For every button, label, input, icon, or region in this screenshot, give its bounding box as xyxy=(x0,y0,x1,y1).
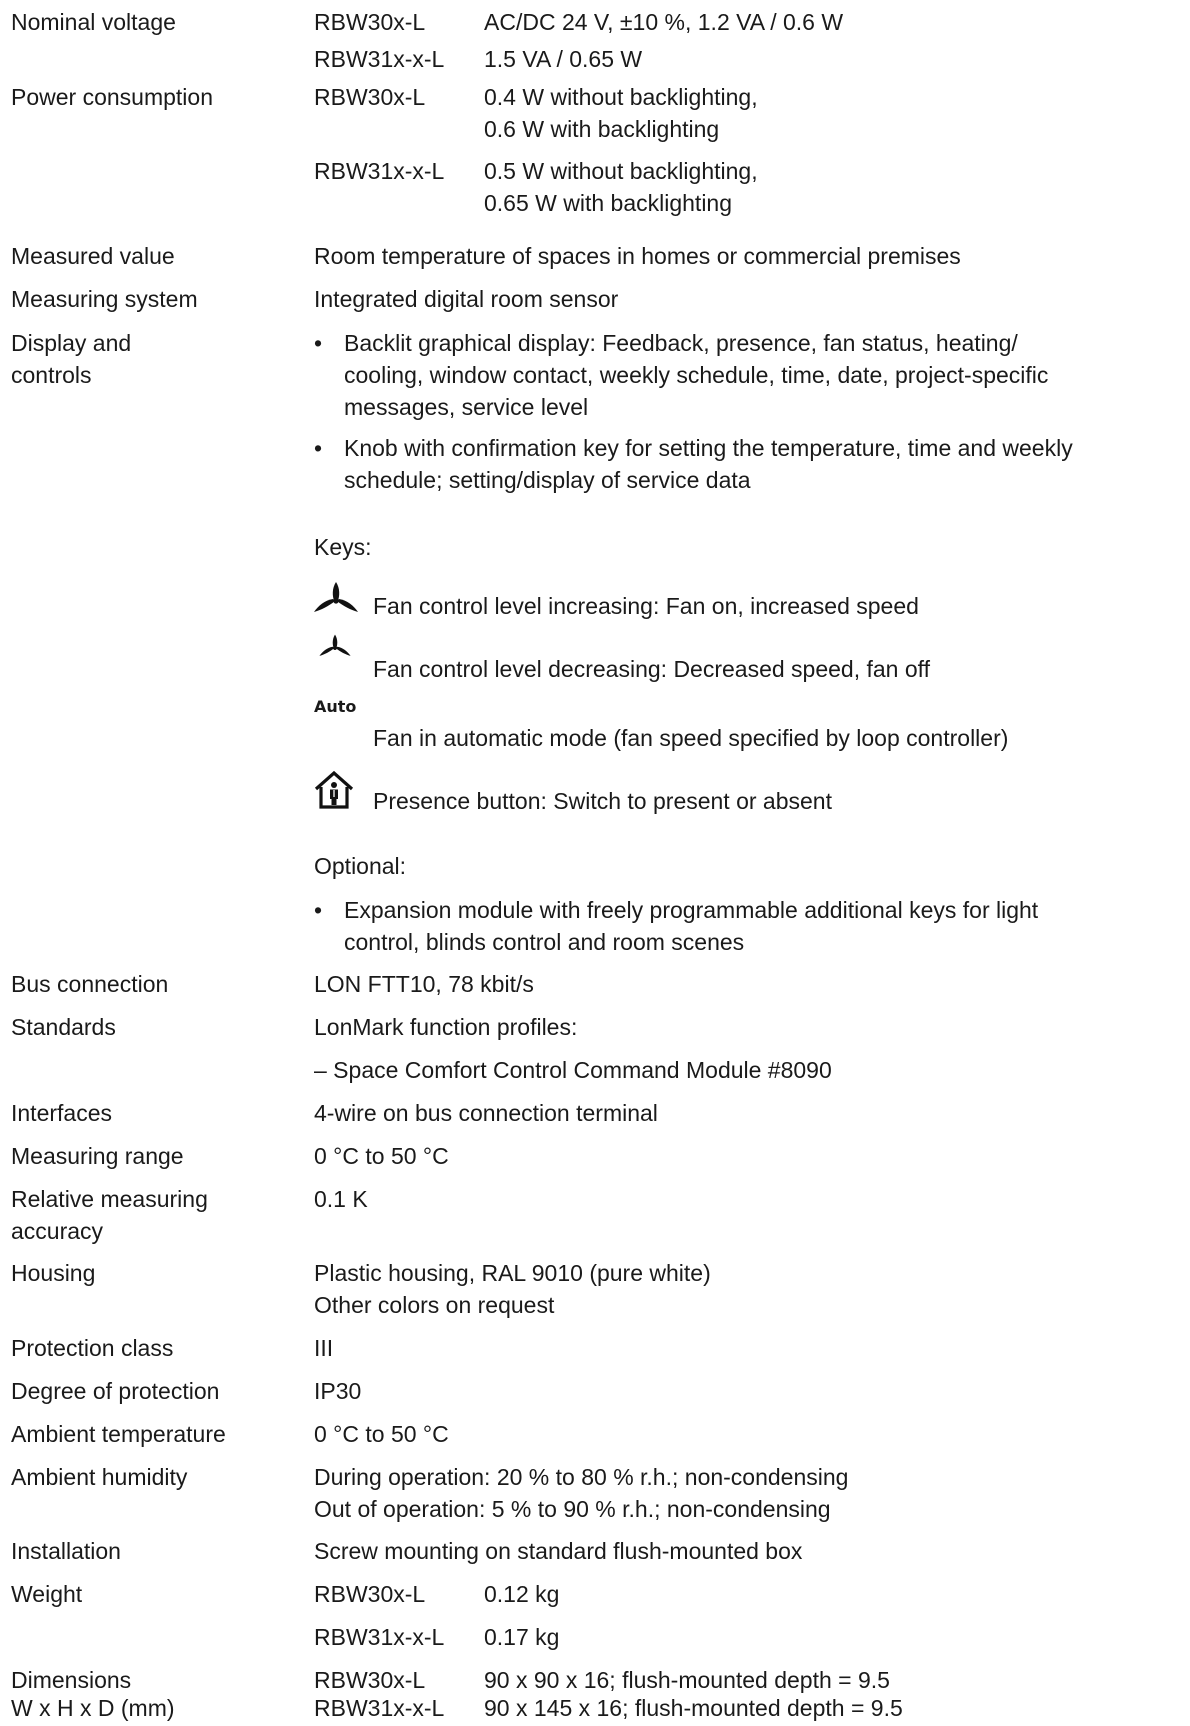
fan-small-icon xyxy=(318,631,352,661)
model-value: AC/DC 24 V, ±10 %, 1.2 VA / 0.6 W xyxy=(484,9,844,35)
spec-label: Degree of protection xyxy=(11,1378,220,1404)
spec-label: Protection class xyxy=(11,1335,174,1361)
spec-value-line: Other colors on request xyxy=(314,1292,555,1318)
spec-value: Room temperature of spaces in homes or commercial premises xyxy=(314,243,961,269)
key-description: Fan control level decreasing: Decreased speed, fan off xyxy=(373,656,931,682)
spec-label xyxy=(11,327,301,391)
spec-value: 0 °C to 50 °C xyxy=(314,1421,449,1447)
model-name: RBW30x-L xyxy=(314,84,426,110)
model-name: RBW31x-x-L xyxy=(314,158,445,184)
model-name: RBW30x-L xyxy=(314,1667,426,1693)
spec-label: Ambient humidity xyxy=(11,1464,188,1490)
spec-label xyxy=(11,1183,301,1247)
spec-value: 0 °C to 50 °C xyxy=(314,1143,449,1169)
model-value xyxy=(484,155,1184,219)
spec-label-line: Relative measuring xyxy=(11,1186,208,1212)
spec-label: Interfaces xyxy=(11,1100,112,1126)
spec-label: Bus connection xyxy=(11,971,169,997)
model-name: RBW30x-L xyxy=(314,9,426,35)
spec-value: 0.1 K xyxy=(314,1186,368,1212)
spec-label: Measuring range xyxy=(11,1143,184,1169)
model-value: 0.12 kg xyxy=(484,1581,560,1607)
bullet-line: schedule; setting/display of service data xyxy=(344,467,751,493)
spec-value xyxy=(314,1461,1184,1525)
spec-value: 4-wire on bus connection terminal xyxy=(314,1100,658,1126)
model-name: RBW31x-x-L xyxy=(314,1624,445,1650)
model-value-line: 0.4 W without backlighting, xyxy=(484,84,758,110)
key-description: Fan control level increasing: Fan on, increased speed xyxy=(373,593,919,619)
spec-label: Measuring system xyxy=(11,286,198,312)
bullet-text xyxy=(344,894,1190,958)
model-value: 0.17 kg xyxy=(484,1624,560,1650)
spec-label: Housing xyxy=(11,1260,96,1286)
spec-label-line: controls xyxy=(11,362,92,388)
spec-label: Ambient temperature xyxy=(11,1421,226,1447)
model-value xyxy=(484,81,1184,145)
spec-sub-value: – Space Comfort Control Command Module #8090 xyxy=(314,1057,832,1083)
fan-large-icon xyxy=(312,578,360,618)
spec-value-line: During operation: 20 % to 80 % r.h.; non-condensing xyxy=(314,1464,849,1490)
spec-value: Screw mounting on standard flush-mounted box xyxy=(314,1538,803,1564)
spec-label-line: Display and xyxy=(11,330,132,356)
spec-label: Weight xyxy=(11,1581,83,1607)
bullet-line: Knob with confirmation key for setting the temperature, time and weekly xyxy=(344,435,1073,461)
spec-value-line: Out of operation: 5 % to 90 % r.h.; non-condensing xyxy=(314,1496,831,1522)
bullet-line: Expansion module with freely programmable additional keys for light xyxy=(344,897,1039,923)
bullet-marker: • xyxy=(314,435,323,461)
bullet-line: Backlit graphical display: Feedback, presence, fan status, heating/ xyxy=(344,330,1018,356)
spec-value xyxy=(314,1257,1184,1321)
key-description: Fan in automatic mode (fan speed specified by loop controller) xyxy=(373,725,1009,751)
spec-label: Measured value xyxy=(11,243,175,269)
model-value: 1.5 VA / 0.65 W xyxy=(484,46,643,72)
spec-label: W x H x D (mm) xyxy=(11,1695,175,1721)
spec-label: Standards xyxy=(11,1014,116,1040)
spec-value: LonMark function profiles: xyxy=(314,1014,578,1040)
model-name: RBW31x-x-L xyxy=(314,46,445,72)
model-value: 90 x 145 x 16; flush-mounted depth = 9.5 xyxy=(484,1695,903,1721)
spec-value: LON FTT10, 78 kbit/s xyxy=(314,971,534,997)
keys-heading: Keys: xyxy=(314,534,372,560)
model-name: RBW31x-x-L xyxy=(314,1695,445,1721)
bullet-marker: • xyxy=(314,330,323,356)
spec-value: Integrated digital room sensor xyxy=(314,286,619,312)
bullet-line: messages, service level xyxy=(344,394,589,420)
spec-label: Power consumption xyxy=(11,84,213,110)
auto-label: Auto xyxy=(314,697,357,716)
spec-label-line: accuracy xyxy=(11,1218,104,1244)
optional-heading: Optional: xyxy=(314,853,407,879)
bullet-text xyxy=(344,432,1190,496)
spec-label: Dimensions xyxy=(11,1667,132,1693)
spec-value: III xyxy=(314,1335,334,1361)
spec-value: IP30 xyxy=(314,1378,362,1404)
spec-label: Nominal voltage xyxy=(11,9,176,35)
presence-house-icon xyxy=(313,770,355,810)
spec-label: Installation xyxy=(11,1538,121,1564)
model-value-line: 0.6 W with backlighting xyxy=(484,116,720,142)
model-value: 90 x 90 x 16; flush-mounted depth = 9.5 xyxy=(484,1667,890,1693)
bullet-text xyxy=(344,327,1190,423)
spec-value-line: Plastic housing, RAL 9010 (pure white) xyxy=(314,1260,711,1286)
model-name: RBW30x-L xyxy=(314,1581,426,1607)
key-description: Presence button: Switch to present or absent xyxy=(373,788,832,814)
bullet-line: cooling, window contact, weekly schedule, time, date, project-specific xyxy=(344,362,1049,388)
model-value-line: 0.65 W with backlighting xyxy=(484,190,733,216)
bullet-marker: • xyxy=(314,897,323,923)
model-value-line: 0.5 W without backlighting, xyxy=(484,158,758,184)
bullet-line: control, blinds control and room scenes xyxy=(344,929,745,955)
